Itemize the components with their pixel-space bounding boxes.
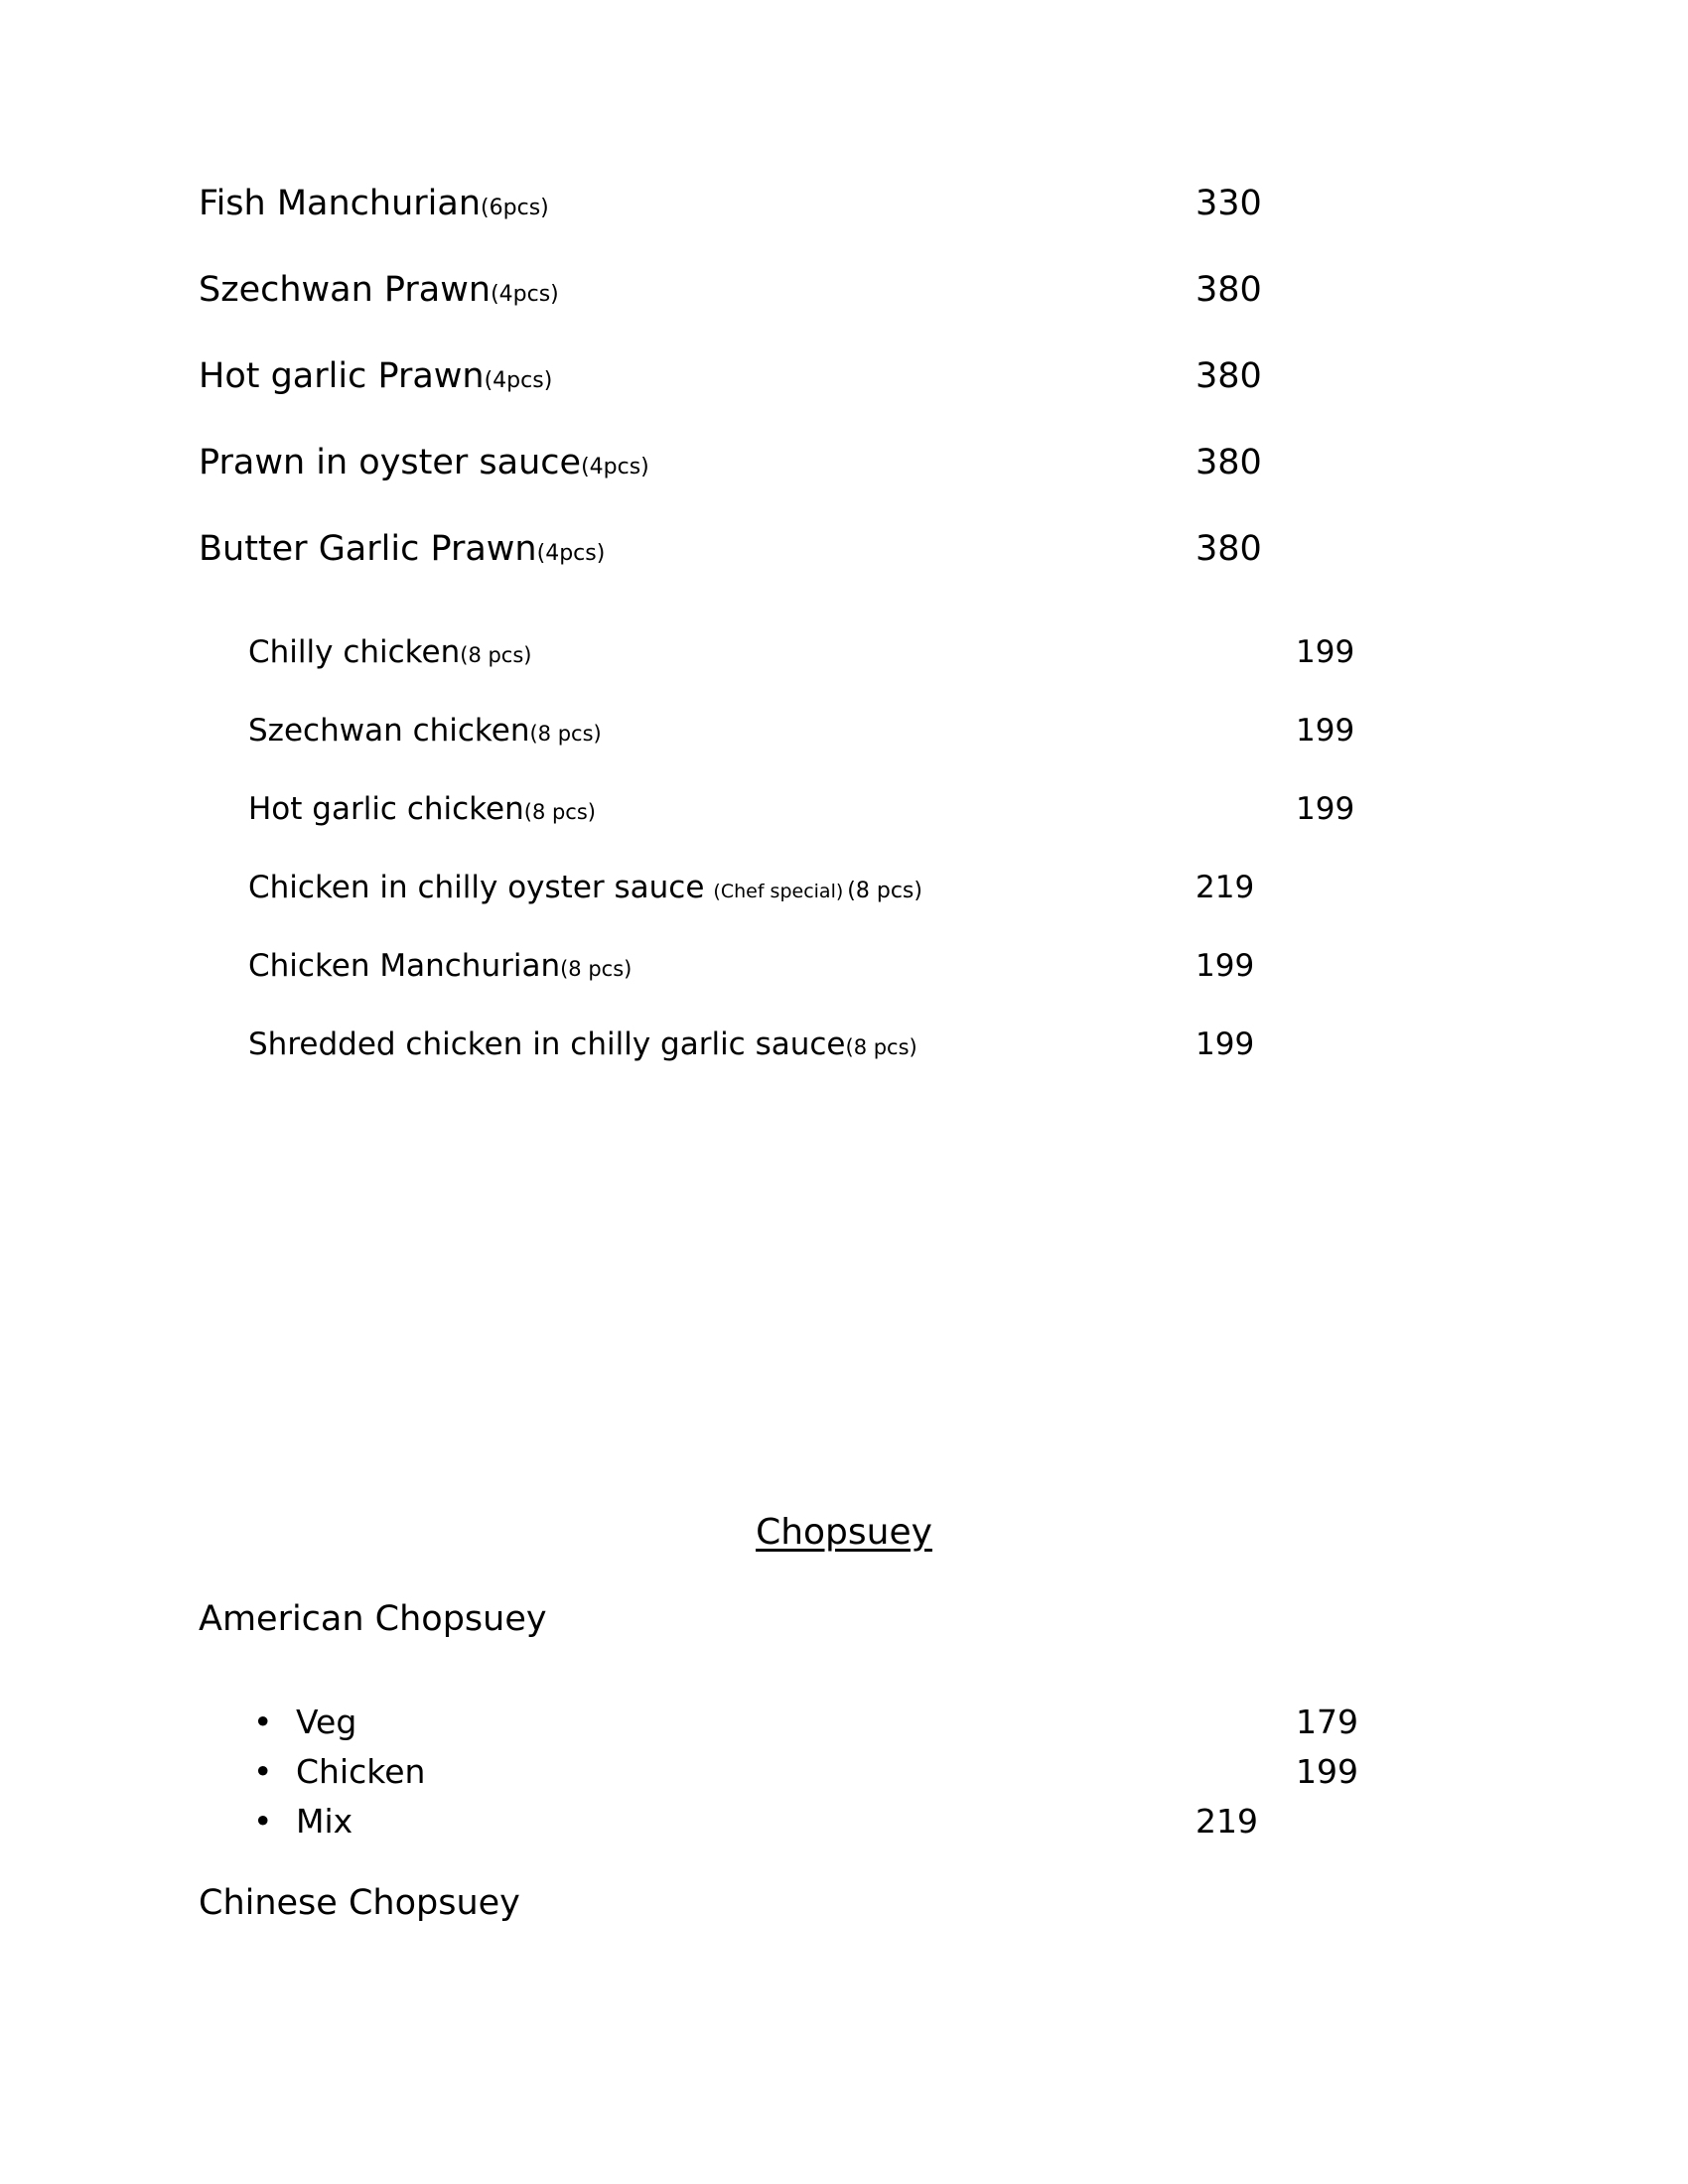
menu-item-label — [248, 789, 596, 832]
menu-item-name: Prawn in oyster sauce — [199, 443, 582, 482]
menu-item-name: Chilly chicken — [248, 634, 461, 670]
option-price: 219 — [1196, 1802, 1258, 1841]
american-chopsuey-options — [199, 1702, 1549, 1850]
menu-item-quantity: (4pcs) — [581, 455, 649, 479]
menu-item-quantity: (8 pcs) — [847, 879, 922, 903]
bullet-icon: • — [253, 1802, 273, 1841]
menu-row — [199, 441, 1549, 527]
menu-item-label — [199, 527, 605, 576]
menu-item-price: 219 — [1196, 870, 1255, 905]
menu-item-price: 199 — [1296, 713, 1355, 749]
menu-item-label — [199, 182, 549, 230]
menu-item-label — [248, 1024, 917, 1067]
menu-row — [248, 946, 1549, 1024]
menu-item-label — [248, 711, 602, 753]
menu-item-quantity: (4pcs) — [536, 541, 606, 566]
menu-item-name: Hot garlic chicken — [248, 791, 524, 827]
menu-item-label — [248, 946, 632, 989]
chopsuey-section-heading-text: Chopsuey — [756, 1512, 932, 1553]
menu-item-name: Szechwan Prawn — [199, 270, 492, 310]
menu-item-name: Szechwan chicken — [248, 713, 530, 749]
menu-item-price: 330 — [1196, 184, 1262, 223]
option-price: 179 — [1296, 1703, 1358, 1741]
menu-item-price: 380 — [1196, 270, 1262, 310]
menu-item-quantity: (8 pcs) — [523, 800, 596, 824]
menu-row — [248, 632, 1549, 711]
menu-item-quantity: (6pcs) — [481, 196, 549, 220]
menu-item-label — [199, 354, 552, 403]
option-label: Mix — [296, 1802, 353, 1841]
menu-row — [248, 711, 1549, 789]
menu-row — [248, 868, 1549, 946]
menu-row — [248, 1024, 1549, 1103]
list-item — [199, 1702, 1549, 1751]
bullet-icon: • — [253, 1703, 273, 1741]
menu-row — [199, 354, 1549, 441]
chopsuey-section-heading — [0, 1510, 1688, 1556]
option-price: 199 — [1296, 1752, 1358, 1791]
menu-item-name: Butter Garlic Prawn — [199, 529, 537, 569]
menu-item-name: Hot garlic Prawn — [199, 356, 485, 396]
american-chopsuey-heading: American Chopsuey — [199, 1599, 547, 1639]
menu-item-price: 199 — [1196, 1026, 1255, 1062]
menu-item-note: (Chef special) — [713, 881, 844, 902]
menu-row — [248, 789, 1549, 868]
list-item — [199, 1751, 1549, 1801]
menu-item-quantity: (8 pcs) — [845, 1035, 917, 1059]
menu-item-name: Fish Manchurian — [199, 184, 482, 223]
bullet-icon: • — [253, 1752, 273, 1791]
seafood-items-list — [199, 182, 1549, 614]
chinese-chopsuey-heading: Chinese Chopsuey — [199, 1883, 520, 1923]
menu-item-name: Chicken Manchurian — [248, 948, 561, 984]
option-label: Chicken — [296, 1752, 426, 1791]
menu-row — [199, 182, 1549, 268]
menu-item-quantity: (8 pcs) — [460, 643, 532, 667]
list-item — [199, 1801, 1549, 1850]
menu-item-name: Shredded chicken in chilly garlic sauce — [248, 1026, 846, 1062]
menu-row — [199, 527, 1549, 614]
menu-item-label — [248, 632, 532, 675]
option-label: Veg — [296, 1703, 357, 1741]
menu-item-name: Chicken in chilly oyster sauce — [248, 870, 705, 905]
menu-item-quantity: (4pcs) — [491, 282, 559, 307]
menu-item-label — [248, 868, 922, 911]
menu-item-label — [199, 268, 559, 317]
menu-item-quantity: (4pcs) — [484, 368, 553, 393]
menu-item-quantity: (8 pcs) — [529, 722, 602, 746]
chicken-items-list — [248, 632, 1549, 1103]
menu-item-price: 380 — [1196, 529, 1262, 569]
menu-item-quantity: (8 pcs) — [560, 957, 633, 981]
menu-row — [199, 268, 1549, 354]
menu-item-price: 199 — [1196, 948, 1255, 984]
menu-item-label — [199, 441, 649, 489]
menu-item-price: 199 — [1296, 791, 1355, 827]
menu-item-price: 199 — [1296, 634, 1355, 670]
menu-item-price: 380 — [1196, 443, 1262, 482]
menu-item-price: 380 — [1196, 356, 1262, 396]
